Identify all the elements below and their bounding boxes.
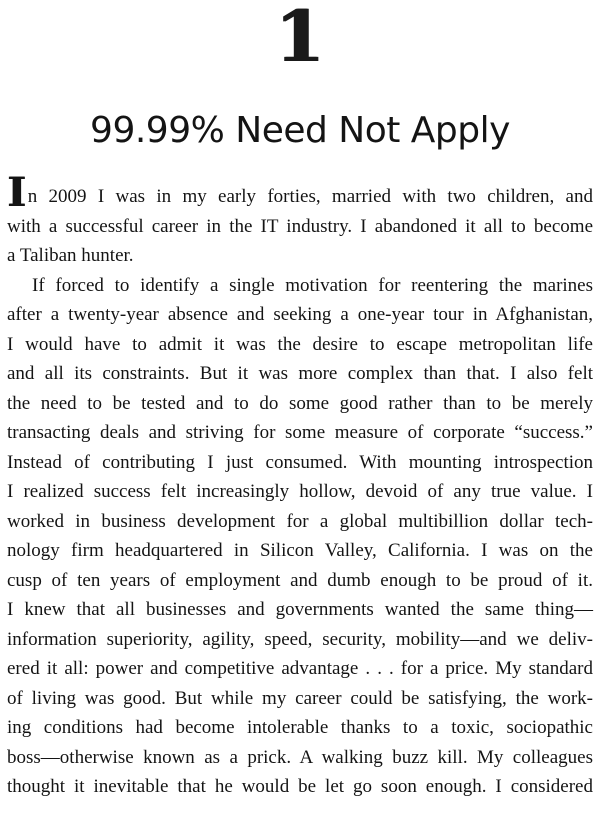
text-line: thought it inevitable that he would be let go soon enough. I considered — [7, 776, 593, 797]
paragraph-2 — [7, 271, 593, 802]
text-line: ered it all: power and competitive advantage . . . for a price. My standard — [7, 658, 593, 679]
paragraph-1 — [7, 169, 593, 271]
text-line: Instead of contributing I just consumed. With mounting introspection — [7, 451, 593, 473]
text-line: I realized success felt increasingly hollow, devoid of any true value. I — [7, 481, 593, 502]
text-line: a Taliban hunter. — [7, 245, 134, 266]
text-line: and all its constraints. But it was more complex than that. I also felt — [7, 363, 593, 384]
text-line: In 2009 I was in my early forties, married with two children, and — [7, 169, 593, 216]
chapter-body — [7, 169, 593, 802]
text-line: transacting deals and striving for some measure of corporate “success.” — [7, 422, 593, 443]
text-line: I would have to admit it was the desire to escape metropolitan life — [7, 333, 593, 355]
chapter-title: 99.99% Need Not Apply — [90, 110, 510, 151]
text-line: boss—otherwise known as a prick. A walking buzz kill. My colleagues — [7, 746, 593, 768]
text-line: information superiority, agility, speed, security, mobility—and we deliv- — [7, 628, 593, 650]
text-line: I knew that all businesses and governments wanted the same thing— — [7, 599, 593, 620]
text-line: with a successful career in the IT industry. I abandoned it all to become — [7, 215, 593, 237]
text-line: of living was good. But while my career could be satisfying, the work- — [7, 687, 593, 709]
drop-cap: I — [7, 169, 26, 216]
text-line: after a twenty-year absence and seeking a one-year tour in Afghanistan, — [7, 304, 593, 325]
text-line: cusp of ten years of employment and dumb enough to be proud of it. — [7, 569, 593, 591]
text-line: ing conditions had become intolerable thanks to a toxic, sociopathic — [7, 717, 593, 738]
text-line: worked in business development for a global multibillion dollar tech- — [7, 510, 593, 532]
text-line: the need to be tested and to do some good rather than to be merely — [7, 392, 593, 414]
text-line: nology firm headquartered in Silicon Valley, California. I was on the — [7, 540, 593, 561]
text-line: If forced to identify a single motivation for reentering the marines — [32, 274, 593, 296]
chapter-number: 1 — [275, 0, 325, 78]
